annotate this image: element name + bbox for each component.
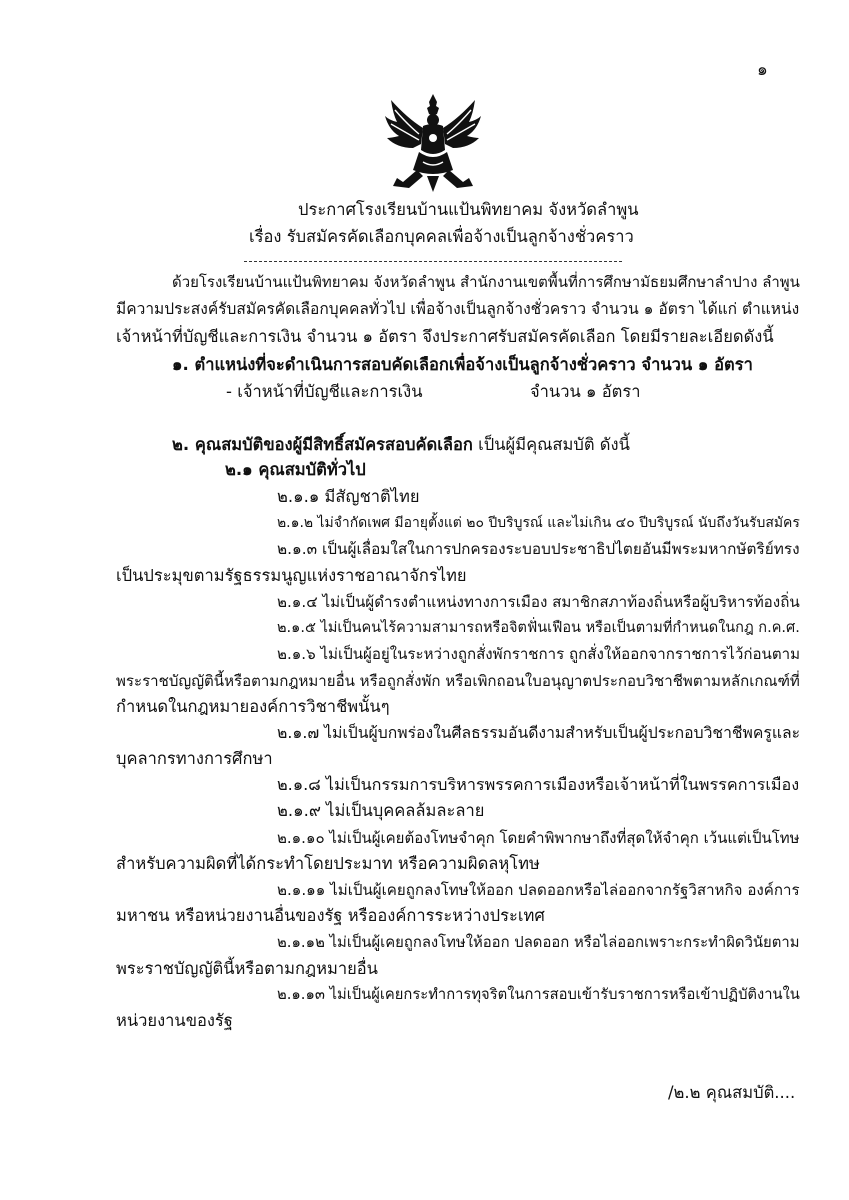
qualification-line: ๒.๑.๑๑ ไม่เป็นผู้เคยถูกลงโทษให้ออก ปลดออกหรือไล่ออกจากรัฐวิสาหกิจ องค์การ [277, 881, 800, 899]
qualification-line: ๒.๑.๙ ไม่เป็นบุคคลล้มละลาย [277, 801, 485, 820]
qualification-line: ๒.๑.๑๐ ไม่เป็นผู้เคยต้องโทษจำคุก โดยคำพิพากษาถึงที่สุดให้จำคุก เว้นแต่เป็นโทษ [277, 829, 800, 847]
qualification-line: บุคลากรทางการศึกษา [116, 749, 273, 768]
qualification-line: ๒.๑.๕ ไม่เป็นคนไร้ความสามารถหรือจิตฟั่นเฟือน หรือเป็นตามที่กำหนดในกฎ ก.ค.ศ. [277, 620, 800, 636]
section-2-heading [172, 434, 630, 456]
qualification-line: ๒.๑.๗ ไม่เป็นผู้บกพร่องในศีลธรรมอันดีงามสำหรับเป็นผู้ประกอบวิชาชีพครูและ [277, 723, 801, 742]
qualification-line: ๒.๑.๔ ไม่เป็นผู้ดำรงตำแหน่งทางการเมือง สมาชิกสภาท้องถิ่นหรือผู้บริหารท้องถิ่น [277, 593, 800, 611]
section-2-heading-bold: ๒. คุณสมบัติของผู้มีสิทธิ์สมัครสอบคัดเลือก [172, 435, 473, 454]
qualification-line: สำหรับความผิดที่ได้กระทำโดยประมาท หรือความผิดลหุโทษ [116, 854, 540, 873]
announcement-title: ประกาศโรงเรียนบ้านแป้นพิทยาคม จังหวัดลำพูน [298, 200, 639, 219]
qualification-line: ๒.๑.๓ เป็นผู้เลื่อมใสในการปกครองระบอบประชาธิปไตยอันมีพระมหากษัตริย์ทรง [277, 540, 800, 558]
intro-line-3: เจ้าหน้าที่บัญชีและการเงิน จำนวน ๑ อัตรา จึงประกาศรับสมัครคัดเลือก โดยมีรายละเอียดดังนี้ [116, 327, 774, 346]
section-2-1-heading: ๒.๑ คุณสมบัติทั่วไป [225, 460, 366, 479]
qualification-line: ๒.๑.๘ ไม่เป็นกรรมการบริหารพรรคการเมืองหรือเจ้าหน้าที่ในพรรคการเมือง [277, 775, 800, 794]
qualification-line: เป็นประมุขตามรัฐธรรมนูญแห่งราชอาณาจักรไทย [116, 566, 467, 585]
section-1-heading: ๑. ตำแหน่งที่จะดำเนินการสอบคัดเลือกเพื่อจ้างเป็นลูกจ้างชั่วคราว จำนวน ๑ อัตรา [172, 355, 753, 374]
title-divider [244, 261, 622, 262]
section-2-heading-rest: เป็นผู้มีคุณสมบัติ ดังนี้ [472, 435, 630, 454]
page-number: ๑ [757, 60, 768, 80]
section-1-position: - เจ้าหน้าที่บัญชีและการเงิน [226, 382, 423, 401]
section-1-count: จำนวน ๑ อัตรา [530, 382, 641, 401]
qualification-line: พระราชบัญญัตินี้หรือตามกฎหมายอื่น หรือถูกสั่งพัก หรือเพิกถอนใบอนุญาตประกอบวิชาชีพตามหลักเกณฑ์ที่ [116, 672, 800, 690]
qualification-line: ๒.๑.๑ มีสัญชาติไทย [277, 487, 420, 506]
continuation-note: /๒.๒ คุณสมบัติ.... [668, 1083, 796, 1102]
announcement-subject: เรื่อง รับสมัครคัดเลือกบุคคลเพื่อจ้างเป็นลูกจ้างชั่วคราว [249, 227, 634, 246]
qualification-line: ๒.๑.๖ ไม่เป็นผู้อยู่ในระหว่างถูกสั่งพักราชการ ถูกสั่งให้ออกจากราชการไว้ก่อนตาม [277, 645, 801, 663]
qualification-line: ๒.๑.๑๒ ไม่เป็นผู้เคยถูกลงโทษให้ออก ปลดออก หรือไล่ออกเพราะกระทำผิดวินัยตาม [277, 933, 800, 951]
intro-line-1: ด้วยโรงเรียนบ้านแป้นพิทยาคม จังหวัดลำพูน สำนักงานเขตพื้นที่การศึกษามัธยมศึกษาลำปาง ลำพูน [172, 273, 800, 291]
garuda-emblem-icon [383, 92, 483, 194]
qualification-line: มหาชน หรือหน่วยงานอื่นของรัฐ หรือองค์การระหว่างประเทศ [116, 906, 545, 925]
qualification-line: ๒.๑.๑๓ ไม่เป็นผู้เคยกระทำการทุจริตในการสอบเข้ารับราชการหรือเข้าปฏิบัติงานใน [277, 986, 800, 1003]
intro-line-2: มีความประสงค์รับสมัครคัดเลือกบุคคลทั่วไป เพื่อจ้างเป็นลูกจ้างชั่วคราว จำนวน ๑ อัตรา ได้แก่ ตำแหน่ง [116, 300, 800, 318]
qualification-line: พระราชบัญญัตินี้หรือตามกฎหมายอื่น [116, 959, 378, 978]
qualification-line: กำหนดในกฎหมายองค์การวิชาชีพนั้นๆ [116, 697, 390, 716]
qualification-line: ๒.๑.๒ ไม่จำกัดเพศ มีอายุตั้งแต่ ๒๐ ปีบริบูรณ์ และไม่เกิน ๔๐ ปีบริบูรณ์ นับถึงวันรับสมัคร [277, 515, 800, 531]
qualification-line: หน่วยงานของรัฐ [116, 1011, 233, 1030]
